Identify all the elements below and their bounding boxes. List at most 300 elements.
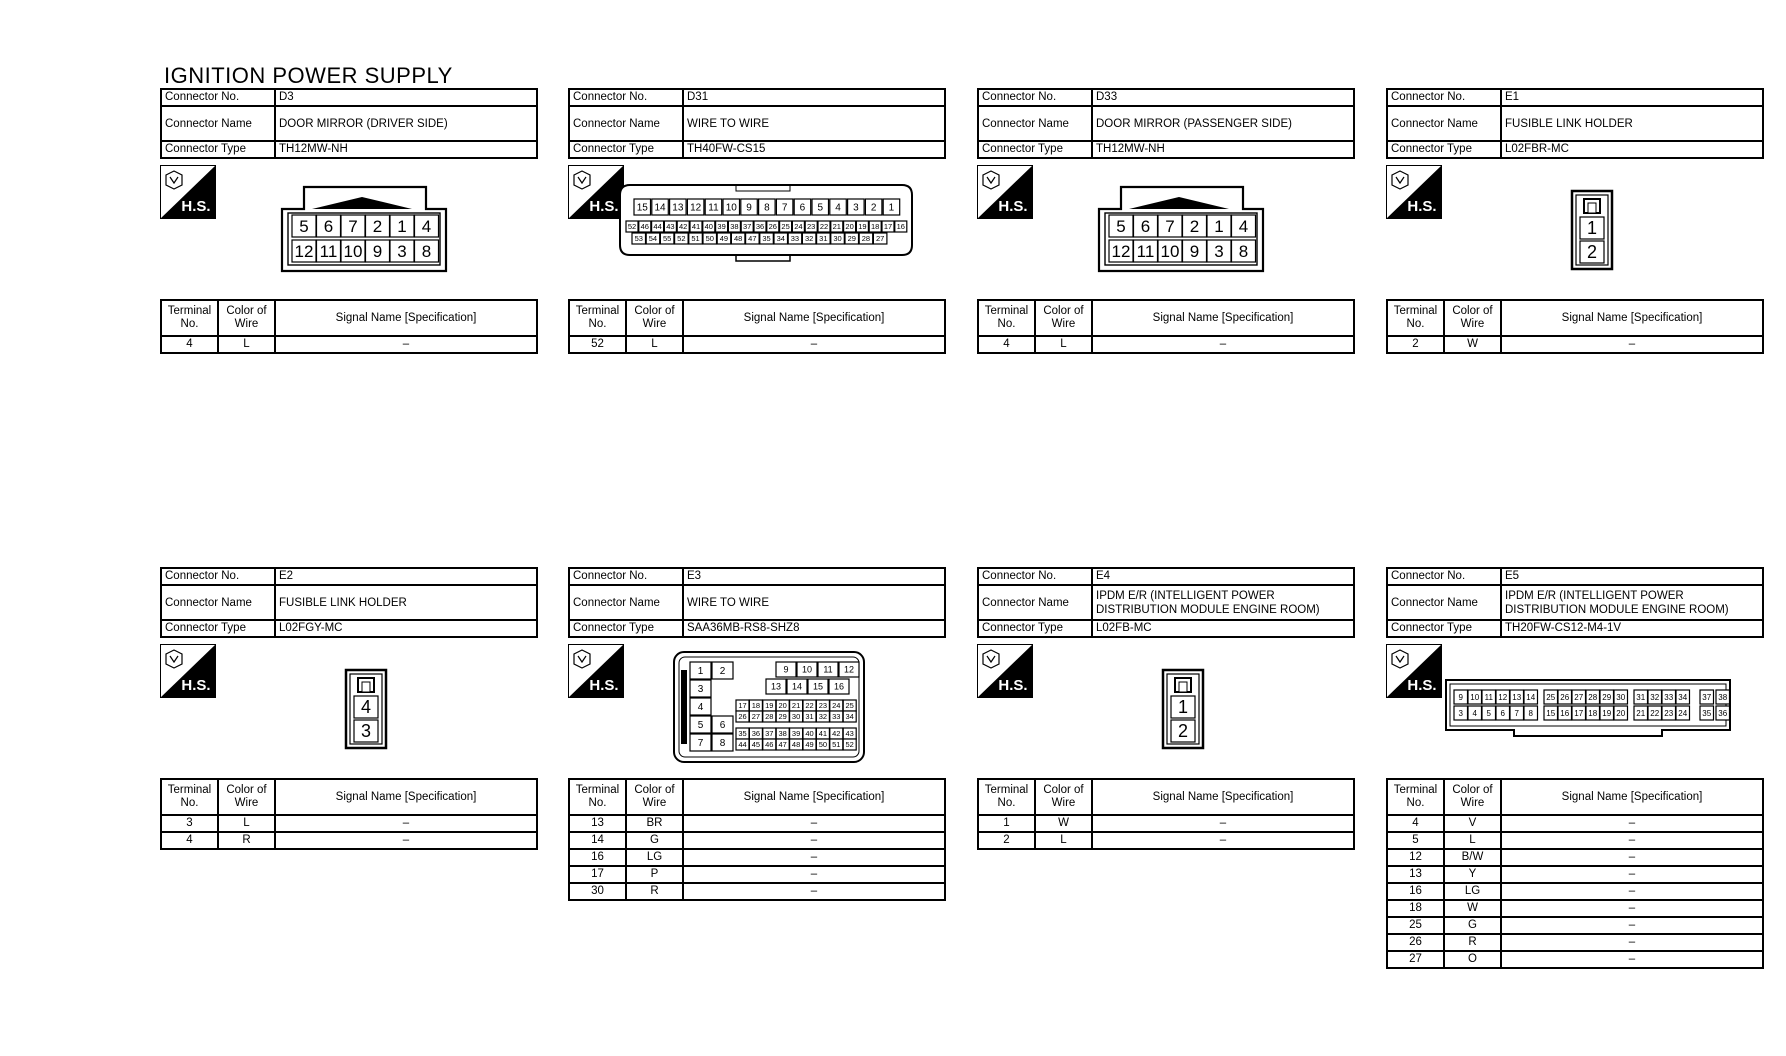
terminal-no-header: Terminal No.	[569, 779, 626, 815]
connector-pin	[816, 739, 829, 750]
connector-pin	[292, 240, 316, 262]
pin-number: 27	[875, 234, 885, 244]
pin-number: 1	[1177, 697, 1189, 717]
pin-number: 14	[1526, 692, 1536, 702]
connector-pin	[776, 728, 789, 739]
signal-name: –	[1501, 815, 1763, 832]
connector-pin	[664, 221, 676, 232]
pin-number: 28	[861, 234, 871, 244]
harness-side-icon	[160, 165, 216, 219]
terminal-table	[977, 778, 1355, 850]
signal-name: –	[683, 832, 945, 849]
connector-pin	[844, 221, 856, 232]
connector-pin	[1544, 706, 1558, 720]
pin-number: 19	[1602, 708, 1612, 718]
connector-pin	[830, 199, 847, 215]
connector-no-value: E5	[1501, 568, 1763, 585]
connector-pin	[848, 199, 865, 215]
pin-number: 11	[708, 202, 719, 214]
table-row	[569, 832, 945, 849]
connector-pin	[660, 233, 674, 244]
pin-number: 29	[847, 234, 856, 244]
pin-number: 33	[790, 234, 800, 244]
connector-pin	[652, 199, 669, 215]
connector-info-table	[977, 88, 1355, 159]
connector-pin	[741, 221, 753, 232]
connector-name-label: Connector Name	[978, 585, 1092, 620]
terminal-no: 52	[569, 336, 626, 353]
terminal-no: 27	[1387, 951, 1444, 968]
pin-number: 12	[690, 202, 702, 214]
connector-pin	[808, 679, 828, 694]
pin-number: 47	[778, 740, 787, 750]
pin-number: 21	[791, 701, 801, 711]
connector-face	[1442, 676, 1734, 740]
connector-pin	[776, 662, 796, 677]
pin-number: 20	[1616, 708, 1626, 718]
pin-number: 11	[1136, 242, 1155, 262]
connector-no-label: Connector No.	[978, 568, 1092, 585]
pin-number: 36	[1718, 708, 1728, 718]
pin-number: 27	[751, 712, 761, 722]
connector-pin	[670, 199, 687, 215]
connector-pin	[1676, 690, 1690, 704]
connector-pin	[1586, 706, 1600, 720]
connector-type-value: SAA36MB-RS8-SHZ8	[683, 620, 945, 637]
table-row	[1387, 866, 1763, 883]
connector-pin	[766, 679, 786, 694]
connector-pin	[763, 711, 776, 722]
connector-no-value: E2	[275, 568, 537, 585]
connector-pin	[690, 698, 711, 715]
connector-pin	[1716, 690, 1730, 704]
connector-pin	[830, 728, 843, 739]
connector-pin	[1158, 240, 1182, 262]
terminal-table	[568, 299, 946, 354]
connector-pin	[1134, 215, 1158, 237]
connector-pin	[690, 221, 702, 232]
pin-number: 35	[738, 729, 747, 739]
connector-pin	[843, 700, 856, 711]
connector-pin	[1171, 720, 1195, 742]
connector-block	[568, 567, 946, 901]
hs-label: H.S.	[1407, 677, 1437, 694]
pin-number: 12	[1111, 242, 1131, 262]
connector-info-table	[1386, 567, 1764, 638]
table-row	[569, 883, 945, 900]
connector-type-label: Connector Type	[978, 620, 1092, 637]
connector-pin	[776, 199, 793, 215]
signal-name: –	[683, 815, 945, 832]
pin-number: 10	[725, 202, 737, 214]
pin-number: 43	[845, 729, 854, 739]
table-row	[1387, 934, 1763, 951]
pin-number: 26	[1560, 692, 1570, 702]
pin-number: 53	[634, 234, 643, 244]
pin-number: 37	[743, 222, 752, 232]
pin-number: 51	[832, 740, 841, 750]
pin-number: 14	[654, 202, 666, 214]
connector-pin	[843, 711, 856, 722]
connector-pin	[687, 199, 704, 215]
connector-pin	[292, 215, 316, 237]
connector-pin	[341, 240, 365, 262]
terminal-no: 12	[1387, 849, 1444, 866]
connector-pin	[675, 233, 689, 244]
pin-number: 6	[719, 720, 726, 732]
pin-number: 4	[835, 202, 841, 214]
pin-number: 18	[751, 701, 761, 711]
pin-number: 29	[778, 712, 787, 722]
table-row	[978, 336, 1354, 353]
pin-number: 15	[812, 681, 824, 692]
pin-number: 4	[697, 702, 704, 714]
connector-figure	[1386, 159, 1764, 299]
connector-pin	[816, 711, 829, 722]
connector-pin	[1634, 690, 1648, 704]
wire-color: G	[1444, 917, 1501, 934]
wire-color: L	[1035, 336, 1092, 353]
connector-block	[977, 567, 1355, 850]
signal-name-header: Signal Name [Specification]	[683, 300, 945, 336]
pin-number: 23	[818, 701, 828, 711]
signal-name: –	[1501, 900, 1763, 917]
pin-number: 46	[640, 222, 649, 232]
pin-number: 6	[799, 202, 806, 214]
connector-type-value: TH12MW-NH	[1092, 141, 1354, 158]
wire-color: B/W	[1444, 849, 1501, 866]
pin-number: 32	[804, 234, 814, 244]
signal-name-header: Signal Name [Specification]	[1501, 779, 1763, 815]
pin-number: 5	[1116, 217, 1126, 237]
connector-pin	[1572, 690, 1586, 704]
table-row	[161, 815, 537, 832]
terminal-no: 16	[1387, 883, 1444, 900]
connector-pin	[366, 240, 390, 262]
pin-number: 3	[1458, 708, 1463, 718]
connector-pin	[1614, 706, 1628, 720]
connector-no-label: Connector No.	[569, 568, 683, 585]
connector-pin	[1454, 706, 1468, 720]
terminal-no: 5	[1387, 832, 1444, 849]
pin-number: 30	[833, 234, 842, 244]
pin-number: 37	[1702, 692, 1712, 702]
connector-pin	[843, 728, 856, 739]
pin-number: 27	[1574, 692, 1584, 702]
connector-pin	[736, 739, 749, 750]
pin-number: 20	[778, 701, 787, 711]
terminal-table	[1386, 778, 1764, 969]
pin-number: 32	[818, 712, 828, 722]
pin-number: 48	[791, 740, 801, 750]
connector-pin	[1524, 706, 1538, 720]
pin-number: 39	[791, 729, 801, 739]
pin-number: 10	[1470, 692, 1480, 702]
signal-name: –	[1092, 815, 1354, 832]
connector-pin	[790, 700, 803, 711]
connector-pin	[1700, 706, 1714, 720]
signal-name: –	[1501, 934, 1763, 951]
pin-number: 2	[1189, 217, 1200, 237]
connector-pin	[830, 700, 843, 711]
connector-pin	[1468, 690, 1482, 704]
wire-color-header: Color of Wire	[1444, 300, 1501, 336]
connector-type-label: Connector Type	[569, 141, 683, 158]
connector-pin	[1614, 690, 1628, 704]
connector-pin	[776, 700, 789, 711]
signal-name: –	[1501, 336, 1763, 353]
wire-color: G	[626, 832, 683, 849]
connector-pin	[1496, 706, 1510, 720]
harness-side-icon	[977, 165, 1033, 219]
terminal-no: 13	[569, 815, 626, 832]
connector-pin	[818, 221, 830, 232]
terminal-table	[977, 299, 1355, 354]
connector-no-label: Connector No.	[978, 89, 1092, 106]
connector-pin	[1468, 706, 1482, 720]
connector-pin	[1510, 706, 1524, 720]
connector-name-value: DOOR MIRROR (PASSENGER SIDE)	[1092, 106, 1354, 141]
pin-number: 13	[770, 681, 782, 692]
wire-color: LG	[626, 849, 683, 866]
terminal-no: 25	[1387, 917, 1444, 934]
wire-color: V	[1444, 815, 1501, 832]
signal-name-header: Signal Name [Specification]	[1092, 300, 1354, 336]
connector-type-value: TH12MW-NH	[275, 141, 537, 158]
pin-number: 47	[748, 234, 757, 244]
connector-face	[1161, 668, 1205, 750]
terminal-no: 16	[569, 849, 626, 866]
page-title: IGNITION POWER SUPPLY	[164, 63, 453, 88]
connector-pin	[1580, 217, 1604, 239]
table-row	[569, 815, 945, 832]
pin-number: 6	[1140, 217, 1151, 237]
pin-number: 38	[778, 729, 787, 739]
connector-pin	[895, 221, 907, 232]
connector-type-label: Connector Type	[161, 141, 275, 158]
pin-number: 23	[807, 222, 816, 232]
connector-pin	[716, 221, 728, 232]
connector-name-label: Connector Name	[569, 106, 683, 141]
pin-number: 21	[832, 222, 841, 232]
pin-number: 34	[1678, 692, 1688, 702]
pin-number: 1	[1214, 217, 1224, 237]
wire-color: L	[1444, 832, 1501, 849]
connector-block	[977, 88, 1355, 354]
harness-side-icon	[1386, 644, 1442, 698]
terminal-no: 2	[1387, 336, 1444, 353]
connector-figure	[977, 638, 1355, 778]
connector-info-table	[568, 567, 946, 638]
pin-number: 24	[794, 222, 803, 232]
pin-number: 7	[1165, 217, 1175, 237]
terminal-no-header: Terminal No.	[161, 779, 218, 815]
pin-number: 37	[765, 729, 774, 739]
pin-number: 10	[343, 242, 363, 262]
wire-color-header: Color of Wire	[1035, 779, 1092, 815]
connector-type-label: Connector Type	[161, 620, 275, 637]
connector-pin	[1496, 690, 1510, 704]
connector-pin	[646, 233, 660, 244]
pin-number: 34	[845, 712, 854, 722]
connector-pin	[1454, 690, 1468, 704]
connector-pin	[1183, 240, 1207, 262]
connector-pin	[717, 233, 731, 244]
connector-pin	[763, 700, 776, 711]
connector-pin	[632, 233, 646, 244]
connector-pin	[882, 221, 894, 232]
connector-pin	[754, 221, 766, 232]
connector-pin	[1171, 696, 1195, 718]
terminal-no-header: Terminal No.	[161, 300, 218, 336]
pin-number: 44	[653, 222, 662, 232]
connector-pin	[805, 221, 817, 232]
pin-number: 48	[733, 234, 743, 244]
wire-color-header: Color of Wire	[626, 300, 683, 336]
connector-pin	[767, 221, 779, 232]
connector-pin	[816, 728, 829, 739]
connector-pin	[1648, 706, 1662, 720]
terminal-no: 30	[569, 883, 626, 900]
connector-pin	[690, 680, 711, 697]
connector-pin	[749, 739, 762, 750]
connector-pin	[787, 679, 807, 694]
pin-number: 22	[819, 222, 829, 232]
connector-pin	[1648, 690, 1662, 704]
terminal-no-header: Terminal No.	[1387, 300, 1444, 336]
connector-pin	[776, 711, 789, 722]
pin-number: 36	[755, 222, 765, 232]
harness-side-icon	[568, 644, 624, 698]
connector-pin	[883, 199, 900, 215]
connector-pin	[856, 221, 868, 232]
connector-pin	[760, 233, 774, 244]
connector-pin	[1183, 215, 1207, 237]
pin-number: 22	[805, 701, 814, 711]
pin-number: 39	[717, 222, 726, 232]
pin-number: 28	[1588, 692, 1598, 702]
connector-pin	[763, 728, 776, 739]
connector-pin	[1586, 690, 1600, 704]
connector-pin	[736, 700, 749, 711]
wire-color-header: Color of Wire	[626, 779, 683, 815]
signal-name: –	[1501, 917, 1763, 934]
pin-number: 15	[636, 202, 648, 214]
signal-name: –	[683, 866, 945, 883]
connector-pin	[797, 662, 817, 677]
pin-number: 3	[360, 721, 372, 741]
connector-pin	[1482, 690, 1496, 704]
terminal-no: 4	[161, 832, 218, 849]
connector-pin	[390, 240, 414, 262]
pin-number: 21	[1636, 708, 1646, 718]
pin-number: 42	[832, 729, 841, 739]
terminal-no: 17	[569, 866, 626, 883]
pin-number: 44	[738, 740, 747, 750]
pin-number: 17	[1574, 708, 1584, 718]
connector-face	[1570, 189, 1614, 271]
connector-pin	[873, 233, 887, 244]
connector-pin	[366, 215, 390, 237]
pin-number: 12	[843, 664, 855, 675]
connector-pin	[341, 215, 365, 237]
connector-pin	[1580, 241, 1604, 263]
connector-pin	[415, 240, 439, 262]
wire-color: W	[1444, 336, 1501, 353]
signal-name: –	[275, 815, 537, 832]
hs-label: H.S.	[589, 677, 619, 694]
table-row	[1387, 900, 1763, 917]
signal-name: –	[1501, 849, 1763, 866]
pin-number: 6	[1500, 708, 1505, 718]
pin-number: 18	[1588, 708, 1598, 718]
connector-name-label: Connector Name	[161, 585, 275, 620]
connector-no-value: D3	[275, 89, 537, 106]
wire-color-header: Color of Wire	[218, 779, 275, 815]
pin-number: 11	[319, 242, 338, 262]
pin-number: 38	[1718, 692, 1728, 702]
connector-pin	[1572, 706, 1586, 720]
wire-color: W	[1035, 815, 1092, 832]
wire-color: R	[626, 883, 683, 900]
connector-pin	[1662, 690, 1676, 704]
pin-number: 38	[730, 222, 739, 232]
connector-pin	[639, 221, 651, 232]
signal-name-header: Signal Name [Specification]	[275, 779, 537, 815]
hs-label: H.S.	[1407, 198, 1437, 215]
wire-color: L	[218, 815, 275, 832]
connector-pin	[749, 711, 762, 722]
harness-side-icon	[1386, 165, 1442, 219]
pin-number: 8	[1238, 242, 1249, 262]
connector-pin	[802, 233, 816, 244]
connector-pin	[1600, 690, 1614, 704]
table-row	[1387, 832, 1763, 849]
terminal-no: 13	[1387, 866, 1444, 883]
pin-number: 4	[421, 217, 432, 237]
pin-number: 3	[397, 242, 407, 262]
connector-pin	[818, 662, 838, 677]
pin-number: 1	[697, 666, 704, 678]
table-row	[1387, 336, 1763, 353]
connector-face	[1097, 183, 1267, 275]
wire-color: R	[218, 832, 275, 849]
connector-pin	[354, 696, 378, 718]
pin-number: 52	[677, 234, 686, 244]
connector-pin	[1524, 690, 1538, 704]
wire-color: R	[1444, 934, 1501, 951]
pin-number: 4	[1238, 217, 1249, 237]
pin-number: 11	[823, 664, 833, 675]
connector-pin	[1232, 215, 1256, 237]
connector-no-value: D33	[1092, 89, 1354, 106]
pin-number: 49	[805, 740, 814, 750]
connector-face	[280, 183, 450, 275]
connector-pin	[690, 716, 711, 733]
connector-pin	[746, 233, 760, 244]
table-row	[978, 815, 1354, 832]
connector-pin	[803, 700, 816, 711]
connector-figure	[977, 159, 1355, 299]
connector-no-label: Connector No.	[569, 89, 683, 106]
connector-pin	[723, 199, 740, 215]
connector-pin	[817, 233, 831, 244]
connector-pin	[859, 233, 873, 244]
pin-number: 26	[738, 712, 747, 722]
pin-number: 30	[791, 712, 801, 722]
pin-number: 33	[1664, 692, 1674, 702]
hs-label: H.S.	[998, 198, 1028, 215]
